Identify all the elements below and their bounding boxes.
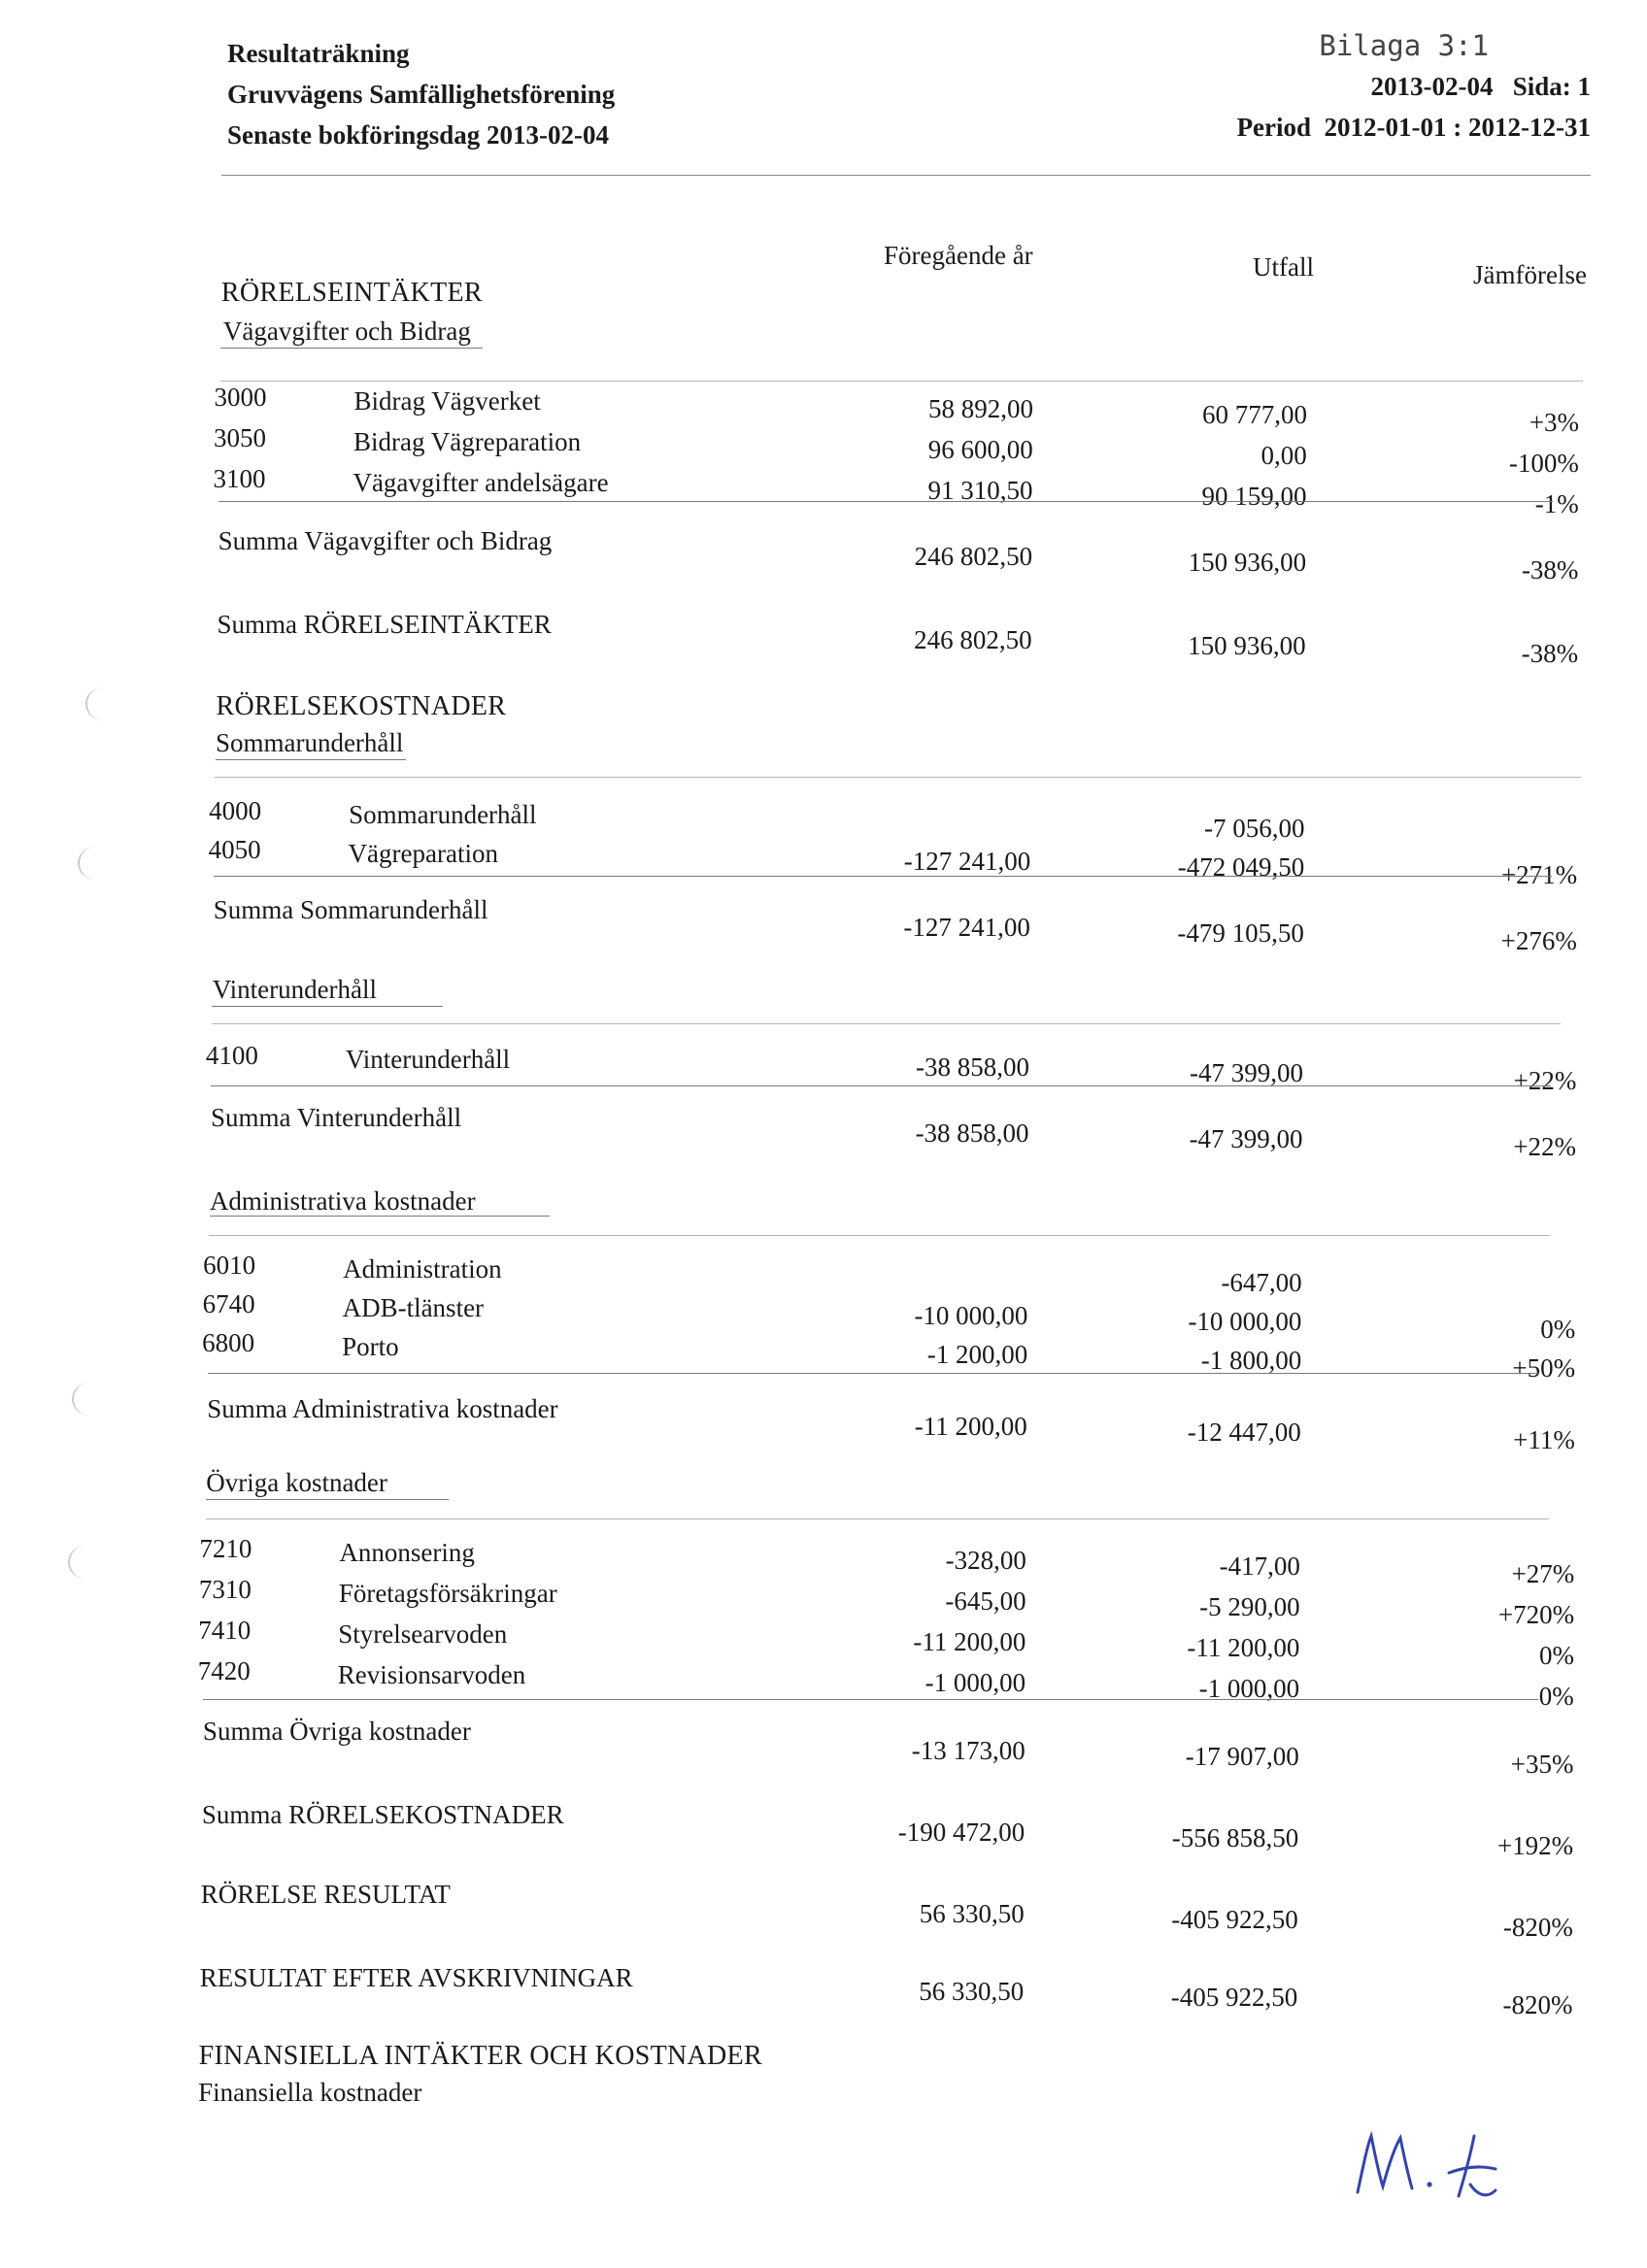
- value-comparison: +35%: [1510, 1750, 1574, 1779]
- section-heading: RÖRELSEKOSTNADER: [216, 691, 507, 721]
- section-heading: FINANSIELLA INTÄKTER OCH KOSTNADER: [198, 2041, 762, 2071]
- organization-name: Gruvvägens Samfällighetsförening: [227, 80, 616, 109]
- rule-line: [203, 1699, 1538, 1700]
- value-comparison: 0%: [1540, 1315, 1576, 1344]
- attachment-stamp: Bilaga 3:1: [1319, 29, 1489, 62]
- account-name: Vägreparation: [348, 839, 498, 868]
- column-comparison: Jämförelse: [1473, 260, 1587, 289]
- group-sum-label: Summa Sommarunderhåll: [213, 895, 488, 924]
- group-heading: Vinterunderhåll: [212, 975, 378, 1004]
- value-comparison: +720%: [1497, 1600, 1575, 1629]
- value-previous-year: -328,00: [945, 1546, 1026, 1575]
- value-outcome: 150 936,00: [1188, 548, 1307, 577]
- account-number: 7310: [198, 1575, 252, 1604]
- value-previous-year: -11 200,00: [913, 1627, 1026, 1656]
- value-previous-year: -190 472,00: [897, 1818, 1025, 1847]
- value-outcome: -405 922,50: [1171, 1905, 1298, 1934]
- value-comparison: -38%: [1521, 555, 1579, 584]
- rule-line: [208, 1373, 1540, 1374]
- account-number: 6010: [203, 1251, 256, 1280]
- value-previous-year: -38 858,00: [915, 1052, 1029, 1082]
- total-label: Summa RÖRELSEKOSTNADER: [201, 1800, 564, 1829]
- account-number: 4000: [209, 796, 262, 825]
- binder-hole: [72, 1383, 107, 1416]
- account-number: 6740: [202, 1289, 255, 1318]
- rule-line: [218, 501, 1553, 502]
- value-outcome: 60 777,00: [1202, 400, 1308, 429]
- header-left: [227, 33, 615, 155]
- group-sum-label: Summa Vägavgifter och Bidrag: [218, 526, 553, 555]
- rule-line: [220, 381, 1583, 382]
- section-heading: RÖRELSEINTÄKTER: [220, 278, 483, 308]
- value-outcome: -1 800,00: [1200, 1346, 1302, 1375]
- column-outcome: Utfall: [1253, 252, 1314, 282]
- value-outcome: 0,00: [1260, 441, 1307, 470]
- column-previous-year: Föregående år: [884, 241, 1033, 270]
- group-heading: Vägavgifter och Bidrag: [222, 317, 471, 346]
- rule-line: [216, 759, 406, 760]
- value-outcome: -556 858,50: [1171, 1823, 1299, 1852]
- total-label: Summa RÖRELSEINTÄKTER: [217, 610, 552, 639]
- account-name: Administration: [343, 1254, 502, 1284]
- value-previous-year: -11 200,00: [914, 1412, 1027, 1441]
- rule-line: [211, 1085, 1550, 1086]
- value-comparison: 0%: [1538, 1641, 1574, 1670]
- value-outcome: -12 447,00: [1187, 1418, 1301, 1447]
- account-name: Revisionsarvoden: [337, 1660, 526, 1689]
- account-number: 7410: [198, 1616, 252, 1645]
- value-comparison: +3%: [1529, 408, 1580, 437]
- account-name: Företagsförsäkringar: [338, 1579, 557, 1608]
- value-previous-year: -127 241,00: [903, 913, 1030, 942]
- group-heading: Finansiella kostnader: [198, 2078, 422, 2107]
- value-comparison: +22%: [1513, 1066, 1577, 1095]
- account-name: Porto: [342, 1332, 399, 1361]
- value-comparison: +271%: [1500, 860, 1578, 889]
- account-number: 3100: [213, 464, 266, 493]
- value-outcome: -647,00: [1221, 1268, 1302, 1297]
- account-number: 7420: [197, 1656, 251, 1685]
- period: Period 2012-01-01 : 2012-12-31: [1236, 113, 1591, 142]
- value-previous-year: -645,00: [945, 1586, 1026, 1616]
- value-outcome: -417,00: [1219, 1551, 1300, 1581]
- account-name: Bidrag Vägreparation: [353, 427, 582, 456]
- last-posting-date: Senaste bokföringsdag 2013-02-04: [227, 120, 610, 150]
- account-name: Vägavgifter andelsägare: [353, 468, 609, 497]
- binder-hole: [68, 1546, 103, 1579]
- value-comparison: -38%: [1521, 639, 1579, 668]
- value-outcome: -10 000,00: [1188, 1307, 1302, 1336]
- account-number: 6800: [202, 1328, 255, 1357]
- header-divider: [221, 175, 1591, 176]
- group-heading: Övriga kostnader: [206, 1468, 387, 1497]
- value-outcome: -472 049,50: [1177, 852, 1305, 882]
- rule-line: [206, 1518, 1549, 1519]
- result-label: RÖRELSE RESULTAT: [200, 1880, 451, 1909]
- value-comparison: +276%: [1500, 926, 1577, 955]
- value-outcome: -11 200,00: [1187, 1633, 1300, 1662]
- value-previous-year: 246 802,50: [914, 625, 1032, 654]
- rule-line: [206, 1499, 449, 1500]
- group-heading: Sommarunderhåll: [215, 728, 404, 757]
- value-outcome: -17 907,00: [1185, 1742, 1299, 1771]
- account-name: Sommarunderhåll: [349, 800, 537, 829]
- value-outcome: -1 000,00: [1198, 1674, 1300, 1703]
- value-previous-year: -10 000,00: [914, 1301, 1028, 1330]
- account-name: Styrelsearvoden: [338, 1619, 508, 1649]
- value-comparison: +192%: [1496, 1831, 1574, 1860]
- binder-hole: [78, 847, 113, 880]
- value-comparison: +27%: [1511, 1559, 1575, 1588]
- value-previous-year: 96 600,00: [927, 435, 1033, 464]
- value-previous-year: 91 310,50: [927, 476, 1033, 505]
- value-previous-year: -127 241,00: [903, 847, 1031, 876]
- rule-line: [209, 1235, 1550, 1236]
- result-label: RESULTAT EFTER AVSKRIVNINGAR: [199, 1963, 633, 1992]
- rule-line: [215, 777, 1581, 778]
- value-outcome: -5 290,00: [1199, 1592, 1300, 1621]
- value-comparison: -100%: [1508, 449, 1579, 478]
- value-previous-year: -1 000,00: [924, 1668, 1026, 1697]
- account-name: ADB-tlänster: [342, 1293, 485, 1322]
- group-heading: Administrativa kostnader: [209, 1186, 476, 1216]
- value-outcome: 150 936,00: [1188, 631, 1306, 660]
- rule-line: [220, 348, 483, 349]
- value-outcome: -47 399,00: [1189, 1124, 1303, 1153]
- account-number: 4100: [205, 1041, 258, 1070]
- value-previous-year: -13 173,00: [911, 1736, 1025, 1765]
- value-comparison: -820%: [1502, 1913, 1573, 1942]
- value-comparison: -820%: [1502, 1990, 1573, 2019]
- value-outcome: -47 399,00: [1189, 1058, 1303, 1087]
- account-number: 4050: [208, 835, 261, 864]
- value-previous-year: 246 802,50: [914, 542, 1033, 571]
- value-comparison: +11%: [1513, 1425, 1575, 1454]
- rule-line: [210, 1216, 550, 1217]
- group-sum-label: Summa Vinterunderhåll: [211, 1103, 462, 1132]
- report-title: Resultaträkning: [227, 39, 410, 68]
- handwritten-initials: [1350, 2117, 1525, 2214]
- account-number: 3050: [214, 423, 266, 452]
- rule-line: [212, 1023, 1561, 1024]
- group-sum-label: Summa Administrativa kostnader: [207, 1394, 558, 1423]
- header-right: [1237, 25, 1591, 148]
- date-page: 2013-02-04 Sida: 1: [1370, 72, 1591, 101]
- group-sum-label: Summa Övriga kostnader: [202, 1717, 471, 1746]
- value-previous-year: 56 330,50: [919, 1899, 1025, 1928]
- value-outcome: -479 105,50: [1177, 918, 1304, 948]
- value-comparison: -1%: [1534, 489, 1579, 518]
- account-name: Annonsering: [339, 1538, 475, 1567]
- account-number: 7210: [199, 1534, 252, 1563]
- value-comparison: +22%: [1513, 1132, 1577, 1161]
- rule-line: [214, 876, 1551, 877]
- account-name: Vinterunderhåll: [345, 1045, 511, 1074]
- value-outcome: -405 922,50: [1170, 1983, 1298, 2012]
- account-name: Bidrag Vägverket: [353, 386, 541, 416]
- account-number: 3000: [214, 383, 267, 412]
- value-comparison: +50%: [1512, 1353, 1576, 1383]
- value-previous-year: 58 892,00: [928, 394, 1034, 423]
- binder-hole: [85, 687, 120, 720]
- value-previous-year: -38 858,00: [915, 1118, 1029, 1148]
- value-comparison: 0%: [1538, 1682, 1574, 1711]
- value-outcome: -7 056,00: [1203, 814, 1305, 843]
- value-previous-year: 56 330,50: [919, 1977, 1025, 2006]
- value-outcome: 90 159,00: [1201, 482, 1307, 511]
- value-previous-year: -1 200,00: [926, 1340, 1028, 1369]
- rule-line: [212, 1006, 443, 1007]
